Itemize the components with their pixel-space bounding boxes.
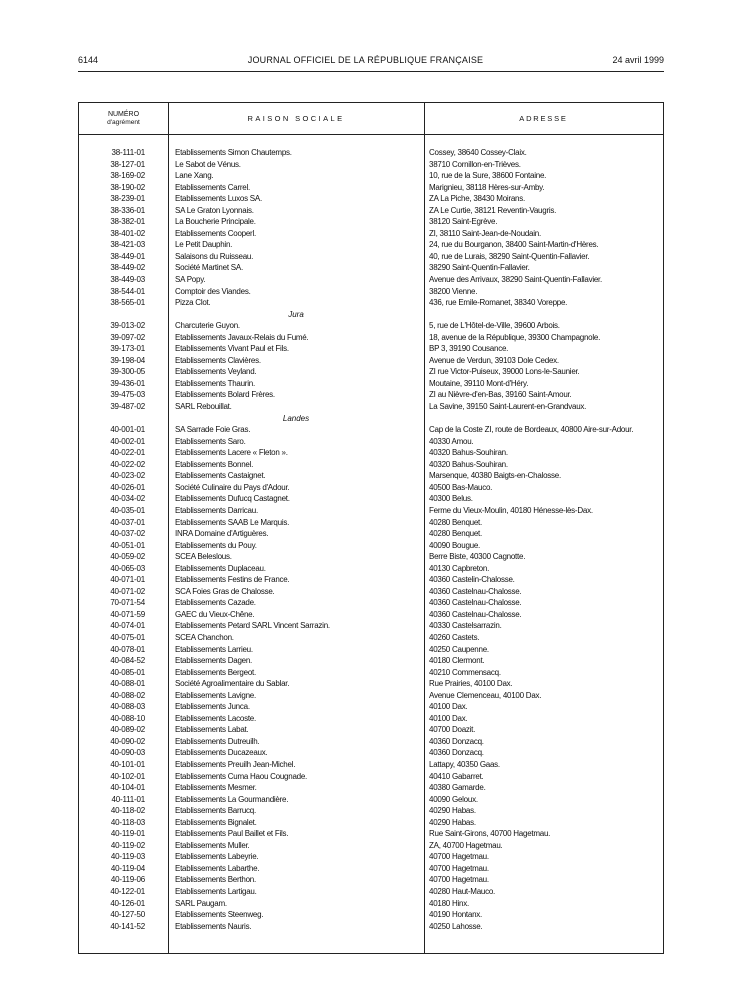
table-row xyxy=(79,493,663,505)
table-row xyxy=(79,736,663,748)
company-name: SARL Paugam. xyxy=(175,898,227,908)
company-name: Etablissements La Gourmandière. xyxy=(175,794,289,804)
company-address: 40290 Habas. xyxy=(429,817,476,827)
table-row xyxy=(79,205,663,217)
approval-number: 40-118-03 xyxy=(110,817,145,827)
company-name: Etablissements Labeyrie. xyxy=(175,852,259,862)
company-address: 40210 Commensacq. xyxy=(429,667,501,677)
table-row xyxy=(79,424,663,436)
approval-number: 39-300-05 xyxy=(110,367,145,377)
company-address: Marignieu, 38118 Hères-sur-Amby. xyxy=(429,182,545,192)
company-address: 40380 Gamarde. xyxy=(429,783,486,793)
table-row xyxy=(79,540,663,552)
company-address: 40260 Castets. xyxy=(429,632,480,642)
table-row xyxy=(79,147,663,159)
table-row xyxy=(79,678,663,690)
approval-number: 40-119-03 xyxy=(110,852,145,862)
table-row xyxy=(79,170,663,182)
approval-number: 40-002-01 xyxy=(110,436,145,446)
region-label: Landes xyxy=(282,413,310,423)
company-name: Etablissements Clavières. xyxy=(175,355,261,365)
table-row xyxy=(79,828,663,840)
table-row xyxy=(79,690,663,702)
table-row xyxy=(79,840,663,852)
company-name: Charcuterie Guyon. xyxy=(175,321,240,331)
table-row xyxy=(79,286,663,298)
approval-number: 40-078-01 xyxy=(110,644,145,654)
company-address: Lattapy, 40350 Gaas. xyxy=(429,759,500,769)
table-row xyxy=(79,609,663,621)
approval-number: 40-059-02 xyxy=(110,552,145,562)
company-name: Etablissements Festins de France. xyxy=(175,575,290,585)
column-header-numero xyxy=(79,103,168,134)
table-row xyxy=(79,817,663,829)
company-address: 40250 Caupenne. xyxy=(429,644,489,654)
company-address: 38120 Saint-Egrève. xyxy=(429,217,498,227)
company-address: ZI au Nièvre-d'en-Bas, 39160 Saint-Amour. xyxy=(429,390,572,400)
table-row xyxy=(79,320,663,332)
company-address: 40360 Castelnau-Chalosse. xyxy=(429,598,522,608)
table-row xyxy=(79,482,663,494)
approval-number: 40-090-02 xyxy=(110,736,145,746)
company-address: 5, rue de L'Hôtel-de-Ville, 39600 Arbois. xyxy=(429,321,560,331)
table-row xyxy=(79,632,663,644)
company-address: Ferme du Vieux-Moulin, 40180 Hénesse-lès-Dax. xyxy=(429,505,593,515)
company-address: 40100 Dax. xyxy=(429,713,468,723)
company-name: Société Culinaire du Pays d'Adour. xyxy=(175,482,290,492)
approval-number: 38-449-02 xyxy=(110,263,145,273)
company-name: Etablissements Muller. xyxy=(175,840,250,850)
company-name: Lane Xang. xyxy=(175,171,214,181)
company-name: Etablissements Bignalet. xyxy=(175,817,257,827)
company-address: 10, rue de la Sure, 38600 Fontaine. xyxy=(429,171,547,181)
company-name: Société Agroalimentaire du Sablar. xyxy=(175,679,290,689)
column-header-raison-sociale: RAISON SOCIALE xyxy=(247,114,345,123)
table-row xyxy=(79,517,663,529)
table-row xyxy=(79,297,663,309)
company-address: 40410 Gabarret. xyxy=(429,771,484,781)
table-row xyxy=(79,724,663,736)
approval-number: 40-119-02 xyxy=(110,840,145,850)
approval-number: 40-037-01 xyxy=(110,517,145,527)
table-row xyxy=(79,239,663,251)
table-row xyxy=(79,389,663,401)
table-row xyxy=(79,436,663,448)
approval-number: 40-022-01 xyxy=(110,448,145,458)
company-name: SA Popy. xyxy=(175,275,206,285)
company-name: Etablissements Carrel. xyxy=(175,182,250,192)
approval-number: 38-190-02 xyxy=(110,182,145,192)
table-row xyxy=(79,574,663,586)
table-row xyxy=(79,378,663,390)
company-name: SARL Rebouillat. xyxy=(175,402,232,412)
approval-number: 39-198-04 xyxy=(110,355,145,365)
approval-number: 38-449-01 xyxy=(110,251,145,261)
company-address: Avenue Clemenceau, 40100 Dax. xyxy=(429,690,542,700)
table-row xyxy=(79,644,663,656)
table-row xyxy=(79,262,663,274)
approval-number: 39-487-02 xyxy=(110,402,145,412)
table-row xyxy=(79,459,663,471)
company-address: 40500 Bas-Mauco. xyxy=(429,482,493,492)
table-row xyxy=(79,274,663,286)
table-row xyxy=(79,667,663,679)
table-row xyxy=(79,228,663,240)
company-name: Etablissements Berthon. xyxy=(175,875,256,885)
company-name: Etablissements Castaignet. xyxy=(175,471,266,481)
approval-number: 40-127-50 xyxy=(110,910,145,920)
company-address: 40700 Hagetmau. xyxy=(429,863,489,873)
approval-number: 40-035-01 xyxy=(110,505,145,515)
approval-number: 40-037-02 xyxy=(110,529,145,539)
table-row xyxy=(79,863,663,875)
company-name: SCEA Chanchon. xyxy=(175,632,234,642)
header-divider xyxy=(79,134,663,135)
approval-number: 39-097-02 xyxy=(110,332,145,342)
company-address: 40300 Belus. xyxy=(429,494,473,504)
company-address: 40, rue de Lurais, 38290 Saint-Quentin-Fallavier. xyxy=(429,251,590,261)
company-name: Etablissements Thaurin. xyxy=(175,378,255,388)
company-name: Etablissements Dagen. xyxy=(175,656,253,666)
journal-title: JOURNAL OFFICIEL DE LA RÉPUBLIQUE FRANÇAISE xyxy=(247,55,484,65)
approval-number: 40-122-01 xyxy=(110,887,145,896)
table-row xyxy=(79,505,663,517)
approval-number: 40-119-01 xyxy=(110,829,145,839)
approval-number: 40-104-01 xyxy=(110,783,145,793)
approval-number: 39-013-02 xyxy=(110,321,145,331)
table-row xyxy=(79,193,663,205)
approval-number: 38-169-02 xyxy=(110,171,145,181)
company-address: Cap de la Coste ZI, route de Bordeaux, 40800 Aire-sur-Adour. xyxy=(429,425,634,435)
table-row xyxy=(79,747,663,759)
company-name: Etablissements Larrieu. xyxy=(175,644,253,654)
company-name: Etablissements Lacere « Fleton ». xyxy=(175,448,288,458)
company-name: Etablissements Dutreuilh. xyxy=(175,736,260,746)
company-name: Salaisons du Ruisseau. xyxy=(175,251,254,261)
approval-number: 40-088-10 xyxy=(110,713,145,723)
company-name: SA Le Graton Lyonnais. xyxy=(175,205,254,215)
table-row xyxy=(79,794,663,806)
table-row xyxy=(79,805,663,817)
company-address: 40180 Clermont. xyxy=(429,656,485,666)
table-row xyxy=(79,886,663,898)
table-row xyxy=(79,216,663,228)
company-address: Marsenque, 40380 Baigts-en-Chalosse. xyxy=(429,471,561,481)
approval-number: 40-065-03 xyxy=(110,563,145,573)
company-address: ZI, 38110 Saint-Jean-de-Noudain. xyxy=(429,228,541,238)
company-name: Etablissements Ducazeaux. xyxy=(175,748,268,758)
approval-number: 40-088-03 xyxy=(110,702,145,712)
approval-number: 38-544-01 xyxy=(110,286,145,296)
approval-number: 38-401-02 xyxy=(110,228,145,238)
company-address: 24, rue du Bourganon, 38400 Saint-Martin-d'Hères. xyxy=(429,240,599,250)
table-row xyxy=(79,874,663,886)
table-row xyxy=(79,909,663,921)
company-address: La Savine, 39150 Saint-Laurent-en-Grandvaux. xyxy=(429,402,587,412)
approval-number: 40-119-04 xyxy=(110,863,145,873)
company-address: Avenue des Arrivaux, 38290 Saint-Quentin-Fallavier. xyxy=(429,275,602,285)
approval-number: 40-084-52 xyxy=(110,656,145,666)
approval-number: 40-118-02 xyxy=(110,806,145,816)
table-row xyxy=(79,159,663,171)
company-name: Etablissements Steenweg. xyxy=(175,910,264,920)
company-address: 40700 Doazit. xyxy=(429,725,476,735)
table-row xyxy=(79,355,663,367)
table-row xyxy=(79,401,663,413)
company-name: Etablissements Javaux-Relais du Fumé. xyxy=(175,332,309,342)
approval-number: 40-074-01 xyxy=(110,621,145,631)
column-header-adresse: ADRESSE xyxy=(519,114,568,123)
region-heading xyxy=(79,309,663,321)
company-address: Rue Saint-Girons, 40700 Hagetmau. xyxy=(429,829,551,839)
company-address: 40190 Hontanx. xyxy=(429,910,482,920)
company-address: 40280 Haut-Mauco. xyxy=(429,887,496,896)
company-name: Etablissements Lartigau. xyxy=(175,887,257,896)
table-row xyxy=(79,921,663,933)
table-row xyxy=(79,251,663,263)
company-address: 40700 Hagetmau. xyxy=(429,852,489,862)
company-address: Avenue de Verdun, 39103 Dole Cedex. xyxy=(429,355,559,365)
approval-number: 38-382-01 xyxy=(110,217,145,227)
company-name: Etablissements Cuma Haou Cougnade. xyxy=(175,771,308,781)
header-rule xyxy=(78,71,664,72)
company-name: Pizza Clot. xyxy=(175,298,211,308)
company-name: SCEA Beleslous. xyxy=(175,552,232,562)
approval-number: 38-449-03 xyxy=(110,275,145,285)
company-address: Cossey, 38640 Cossey-Claix. xyxy=(429,148,527,157)
company-name: INRA Domaine d'Artiguères. xyxy=(175,529,269,539)
company-name: Etablissements Lavigne. xyxy=(175,690,256,700)
company-name: Etablissements Cooperl. xyxy=(175,228,256,238)
company-address: 40100 Dax. xyxy=(429,702,468,712)
company-name: Etablissements Paul Baillet et Fils. xyxy=(175,829,289,839)
company-name: Etablissements Barrucq. xyxy=(175,806,256,816)
company-address: 40360 Castelin-Chalosse. xyxy=(429,575,515,585)
company-name: Etablissements Nauris. xyxy=(175,921,252,931)
company-address: 38710 Cornillon-en-Trièves. xyxy=(429,159,521,169)
company-name: Etablissements Duplaceau. xyxy=(175,563,266,573)
company-name: Le Petit Dauphin. xyxy=(175,240,233,250)
approval-number: 38-239-01 xyxy=(110,194,145,204)
table-row xyxy=(79,898,663,910)
company-name: Etablissements Junca. xyxy=(175,702,250,712)
approval-number: 40-141-52 xyxy=(110,921,145,931)
company-name: Comptoir des Viandes. xyxy=(175,286,251,296)
company-address: 40090 Geloux. xyxy=(429,794,478,804)
table-row xyxy=(79,563,663,575)
table-row xyxy=(79,447,663,459)
table-row xyxy=(79,343,663,355)
company-address: ZI rue Victor-Puiseux, 39000 Lons-le-Saunier. xyxy=(429,367,580,377)
company-address: 18, avenue de la République, 39300 Champagnole. xyxy=(429,332,601,342)
company-name: Etablissements Preuilh Jean-Michel. xyxy=(175,759,296,769)
table-row xyxy=(79,470,663,482)
company-address: 40320 Bahus-Souhiran. xyxy=(429,459,508,469)
table-row xyxy=(79,701,663,713)
table-row xyxy=(79,597,663,609)
table-row xyxy=(79,851,663,863)
approval-number: 40-111-01 xyxy=(111,794,145,804)
company-name: Etablissements Dufucq Castagnet. xyxy=(175,494,290,504)
approval-number: 40-022-02 xyxy=(110,459,145,469)
company-address: 40700 Hagetmau. xyxy=(429,875,489,885)
company-address: 40330 Amou. xyxy=(429,436,474,446)
approval-number: 40-126-01 xyxy=(110,898,145,908)
approval-number: 40-088-02 xyxy=(110,690,145,700)
column-header-numero-line2: d'agrément xyxy=(107,118,140,126)
company-name: Etablissements Bergeot. xyxy=(175,667,256,677)
company-name: Etablissements Bonnel. xyxy=(175,459,254,469)
approval-number: 40-119-06 xyxy=(110,875,145,885)
company-name: Etablissements du Pouy. xyxy=(175,540,257,550)
company-name: Etablissements SAAB Le Marquis. xyxy=(175,517,290,527)
approval-number: 40-090-03 xyxy=(110,748,145,758)
approval-number: 70-071-54 xyxy=(110,598,145,608)
approval-number: 40-034-02 xyxy=(110,494,145,504)
approval-number: 38-111-01 xyxy=(111,148,145,157)
company-address: Moutaine, 39110 Mont-d'Héry. xyxy=(429,378,529,388)
table-row xyxy=(79,182,663,194)
table-row xyxy=(79,655,663,667)
table-row xyxy=(79,782,663,794)
company-name: SA Sarrade Foie Gras. xyxy=(175,425,251,435)
table-row xyxy=(79,771,663,783)
company-address: ZA, 40700 Hagetmau. xyxy=(429,840,503,850)
company-name: Etablissements Luxos SA. xyxy=(175,194,262,204)
company-name: GAEC du Vieux-Chêne. xyxy=(175,609,255,619)
company-address: 40330 Castelsarrazin. xyxy=(429,621,502,631)
company-address: ZA La Piche, 38430 Moirans. xyxy=(429,194,525,204)
approval-number: 40-101-01 xyxy=(110,759,145,769)
company-name: Etablissements Simon Chautemps. xyxy=(175,148,292,157)
company-name: Etablissements Petard SARL Vincent Sarrazin. xyxy=(175,621,330,631)
approval-number: 40-102-01 xyxy=(110,771,145,781)
company-address: BP 3, 39190 Cousance. xyxy=(429,344,509,354)
region-label: Jura xyxy=(288,309,304,319)
company-address: 40320 Bahus-Souhiran. xyxy=(429,448,508,458)
approval-number: 39-436-01 xyxy=(110,378,145,388)
company-name: Etablissements Mesmer. xyxy=(175,783,257,793)
company-address: 40280 Benquet. xyxy=(429,517,482,527)
company-name: Etablissements Lacoste. xyxy=(175,713,256,723)
company-name: La Boucherie Principale. xyxy=(175,217,256,227)
region-heading xyxy=(79,413,663,425)
company-name: Société Martinet SA. xyxy=(175,263,243,273)
approval-number: 40-026-01 xyxy=(110,482,145,492)
company-name: Etablissements Vivant Paul et Fils. xyxy=(175,344,289,354)
company-name: Le Sabot de Vénus. xyxy=(175,159,241,169)
company-name: SCA Foies Gras de Chalosse. xyxy=(175,586,275,596)
approval-number: 40-085-01 xyxy=(110,667,145,677)
approval-number: 38-565-01 xyxy=(110,298,145,308)
approval-number: 40-051-01 xyxy=(110,540,145,550)
table-row xyxy=(79,586,663,598)
column-header-numero-line1: NUMÉRO xyxy=(107,110,140,118)
company-name: Etablissements Veyland. xyxy=(175,367,257,377)
approval-number: 40-023-02 xyxy=(110,471,145,481)
table-row xyxy=(79,713,663,725)
table-body xyxy=(79,147,663,932)
approval-table xyxy=(78,102,664,954)
approval-number: 40-075-01 xyxy=(110,632,145,642)
company-address: 40290 Habas. xyxy=(429,806,476,816)
company-address: 40360 Donzacq. xyxy=(429,748,484,758)
company-name: Etablissements Labarthe. xyxy=(175,863,260,873)
company-name: Etablissements Cazade. xyxy=(175,598,256,608)
approval-number: 40-088-01 xyxy=(110,679,145,689)
approval-number: 40-089-02 xyxy=(110,725,145,735)
approval-number: 40-071-59 xyxy=(110,609,145,619)
company-address: 38290 Saint-Quentin-Fallavier. xyxy=(429,263,530,273)
approval-number: 38-336-01 xyxy=(110,205,145,215)
approval-number: 38-127-01 xyxy=(110,159,145,169)
approval-number: 40-071-01 xyxy=(110,575,145,585)
company-address: 436, rue Emile-Romanet, 38340 Voreppe. xyxy=(429,298,568,308)
company-address: 40250 Lahosse. xyxy=(429,921,483,931)
table-row xyxy=(79,528,663,540)
company-name: Etablissements Darricau. xyxy=(175,505,258,515)
issue-date: 24 avril 1999 xyxy=(612,55,664,65)
company-address: 38200 Vienne. xyxy=(429,286,478,296)
company-address: Berre Biste, 40300 Cagnotte. xyxy=(429,552,526,562)
table-row xyxy=(79,759,663,771)
company-address: 40090 Bougue. xyxy=(429,540,481,550)
table-row xyxy=(79,620,663,632)
company-name: Etablissements Labat. xyxy=(175,725,249,735)
company-address: 40360 Donzacq. xyxy=(429,736,484,746)
approval-number: 38-421-03 xyxy=(110,240,145,250)
company-address: Rue Prairies, 40100 Dax. xyxy=(429,679,513,689)
company-address: ZA Le Curtie, 38121 Reventin-Vaugris. xyxy=(429,205,557,215)
company-address: 40130 Capbreton. xyxy=(429,563,490,573)
table-row xyxy=(79,332,663,344)
approval-number: 40-001-01 xyxy=(110,425,145,435)
approval-number: 40-071-02 xyxy=(110,586,145,596)
company-address: 40360 Castelnau-Chalosse. xyxy=(429,586,522,596)
table-row xyxy=(79,366,663,378)
company-name: Etablissements Saro. xyxy=(175,436,246,446)
company-address: 40360 Castelnau-Chalosse. xyxy=(429,609,522,619)
approval-number: 39-475-03 xyxy=(110,390,145,400)
company-name: Etablissements Bolard Frères. xyxy=(175,390,275,400)
company-address: 40280 Benquet. xyxy=(429,529,482,539)
page-number: 6144 xyxy=(78,55,99,65)
approval-number: 39-173-01 xyxy=(110,344,145,354)
table-row xyxy=(79,551,663,563)
company-address: 40180 Hinx. xyxy=(429,898,469,908)
